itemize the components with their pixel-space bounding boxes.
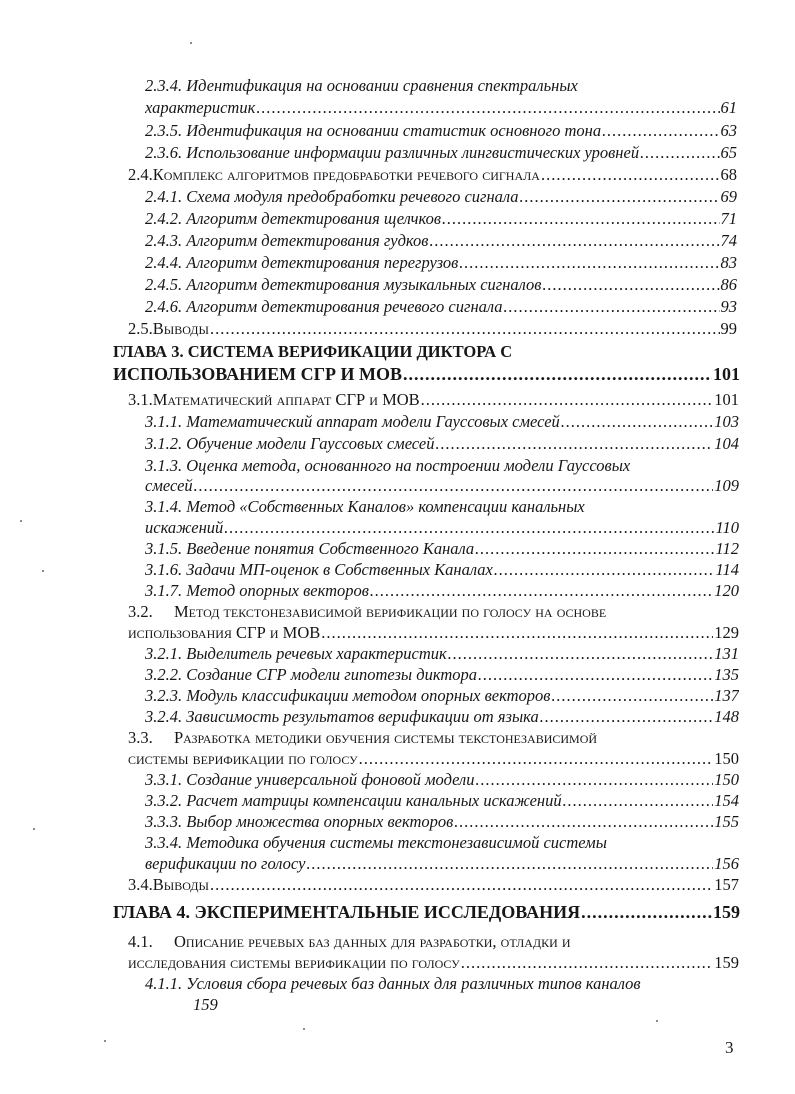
toc-page-number: 65 xyxy=(720,143,737,162)
toc-page-number: 103 xyxy=(714,412,739,431)
toc-entry-3-1-2[interactable] xyxy=(145,434,739,454)
dot-leader xyxy=(478,665,713,685)
toc-entry-2-4-1[interactable] xyxy=(145,187,737,207)
toc-entry-3-2-title xyxy=(128,602,606,622)
toc-entry-continuation: системы верификации по голосу xyxy=(128,749,358,768)
toc-page-number: 101 xyxy=(714,390,739,409)
toc-entry-3-2[interactable] xyxy=(128,623,739,643)
toc-entry-3-1-4[interactable] xyxy=(145,518,739,538)
toc-page-number: 114 xyxy=(715,560,739,579)
toc-page-number: 69 xyxy=(720,187,737,206)
toc-entry-title: 3.1.5. Введение понятия Собственного Канала xyxy=(145,539,475,558)
toc-section-number: 3.1. xyxy=(128,390,153,409)
toc-page-number: 61 xyxy=(720,98,737,117)
toc-page-number: 101 xyxy=(713,364,740,384)
toc-entry-2-3-4-title: 2.3.4. Идентификация на основании сравнения спектральных xyxy=(145,76,578,95)
toc-entry-3-3-4-title: 3.3.4. Методика обучения системы текстонезависимой системы xyxy=(145,833,607,852)
dot-leader xyxy=(359,749,714,769)
toc-entry-title: Выводы xyxy=(152,875,209,894)
toc-entry-4-1-title xyxy=(128,932,571,952)
toc-page-number: 159 xyxy=(714,953,739,972)
toc-chapter-4[interactable] xyxy=(113,902,740,922)
toc-entry-3-3-2[interactable] xyxy=(145,791,739,811)
toc-page-number: 110 xyxy=(715,518,739,537)
toc-entry-3-1-7[interactable] xyxy=(145,581,739,601)
toc-entry-continuation: использования СГР и МОВ xyxy=(128,623,321,642)
toc-page-number: 137 xyxy=(714,686,739,705)
toc-page-number: 159 xyxy=(713,902,740,922)
toc-entry-title: 3.1.6. Задачи МП-оценок в Собственных Каналах xyxy=(145,560,493,579)
dot-leader xyxy=(520,187,720,207)
dot-leader xyxy=(256,98,719,118)
dot-leader xyxy=(421,390,714,410)
dot-leader xyxy=(563,791,714,811)
toc-entry-continuation: характеристик xyxy=(145,98,256,117)
toc-entry-3-2-3[interactable] xyxy=(145,686,739,706)
toc-entry-continuation: ИСПОЛЬЗОВАНИЕМ СГР И МОВ xyxy=(113,364,403,384)
toc-page-number: 63 xyxy=(720,121,737,140)
toc-chapter-3-title: ГЛАВА 3. СИСТЕМА ВЕРИФИКАЦИИ ДИКТОРА С xyxy=(113,342,513,361)
toc-section-number: 4.1. xyxy=(128,932,153,951)
toc-page-number: 156 xyxy=(714,854,739,873)
dot-leader xyxy=(194,476,714,496)
toc-entry-title: 2.4.1. Схема модуля предобработки речевого сигнала xyxy=(145,187,519,206)
toc-entry-title: 3.2.1. Выделитель речевых характеристик xyxy=(145,644,447,663)
toc-entry-2-3-4[interactable] xyxy=(145,98,737,118)
toc-page-number: 157 xyxy=(714,875,739,894)
toc-entry-2-4-2[interactable] xyxy=(145,209,737,229)
toc-entry-title: 2.4.3. Алгоритм детектирования гудков xyxy=(145,231,429,250)
toc-entry-continuation: смесей xyxy=(145,476,193,495)
toc-page-number: 68 xyxy=(720,165,737,184)
dot-leader xyxy=(435,434,713,454)
dot-leader xyxy=(459,253,719,273)
toc-page-number: 155 xyxy=(714,812,739,831)
toc-entry-2-4-4[interactable] xyxy=(145,253,737,273)
toc-entry-4-1-1-page xyxy=(193,995,218,1015)
toc-page-number: 109 xyxy=(714,476,739,495)
dot-leader xyxy=(461,953,714,973)
toc-entry-title: Математический аппарат СГР и МОВ xyxy=(152,390,420,409)
dot-leader xyxy=(321,623,713,643)
toc-page-number: 150 xyxy=(714,749,739,768)
toc-entry-3-2-4[interactable] xyxy=(145,707,739,727)
toc-page-number: 104 xyxy=(714,434,739,453)
dot-leader xyxy=(306,854,713,874)
dot-leader xyxy=(475,770,713,790)
dot-leader xyxy=(541,165,720,185)
dot-leader xyxy=(581,902,712,922)
toc-entry-title: Описание речевых баз данных для разработки, отладки и xyxy=(174,932,571,951)
dot-leader xyxy=(475,539,714,559)
toc-entry-title: 2.3.5. Идентификация на основании статистик основного тона xyxy=(145,121,602,140)
dot-leader xyxy=(602,121,719,141)
toc-entry-3-3-3[interactable] xyxy=(145,812,739,832)
toc-page-number: 154 xyxy=(714,791,739,810)
toc-entry-title: 3.3.1. Создание универсальной фоновой модели xyxy=(145,770,475,789)
scan-speck xyxy=(104,1040,106,1042)
toc-page-number: 148 xyxy=(714,707,739,726)
toc-entry-title: 3.3.3. Выбор множества опорных векторов xyxy=(145,812,454,831)
toc-entry-title: ГЛАВА 4. ЭКСПЕРИМЕНТАЛЬНЫЕ ИССЛЕДОВАНИЯ xyxy=(113,902,581,922)
toc-entry-title: 3.1.2. Обучение модели Гауссовых смесей xyxy=(145,434,435,453)
toc-entry-title: 2.4.6. Алгоритм детектирования речевого сигнала xyxy=(145,297,503,316)
toc-page-number: 83 xyxy=(720,253,737,272)
toc-page-number: 93 xyxy=(720,297,737,316)
toc-entry-4-1-1[interactable] xyxy=(145,974,641,994)
toc-section-number: 3.4. xyxy=(128,875,153,894)
scan-speck xyxy=(33,828,35,830)
toc-page-number: 99 xyxy=(720,319,737,338)
toc-section-number: 2.4. xyxy=(128,165,153,184)
toc-entry-2-5[interactable] xyxy=(128,319,737,339)
toc-entry-title: 4.1.1. Условия сбора речевых баз данных для различных типов каналов xyxy=(145,974,641,993)
toc-entry-title: 2.4.5. Алгоритм детектирования музыкальных сигналов xyxy=(145,275,542,294)
toc-entry-continuation: искажений xyxy=(145,518,224,537)
toc-entry-2-4[interactable] xyxy=(128,165,737,185)
dot-leader xyxy=(210,875,713,895)
toc-page-number: 112 xyxy=(715,539,739,558)
dot-leader xyxy=(454,812,713,832)
scan-speck xyxy=(20,520,22,522)
toc-entry-title: Разработка методики обучения системы текстонезависимой xyxy=(174,728,598,747)
scan-speck xyxy=(42,570,44,572)
dot-leader xyxy=(442,209,719,229)
toc-entry-title: 3.2.4. Зависимость результатов верификации от языка xyxy=(145,707,539,726)
toc-entry-2-4-3[interactable] xyxy=(145,231,737,251)
dot-leader xyxy=(448,644,714,664)
dot-leader xyxy=(224,518,714,538)
toc-entry-4-1[interactable] xyxy=(128,953,739,973)
dot-leader xyxy=(551,686,713,706)
dot-leader xyxy=(540,707,714,727)
toc-page-number: 135 xyxy=(714,665,739,684)
dot-leader xyxy=(370,581,713,601)
dot-leader xyxy=(504,297,720,317)
toc-page-number: 129 xyxy=(714,623,739,642)
toc-entry-2-4-5[interactable] xyxy=(145,275,737,295)
scan-speck xyxy=(656,1020,658,1022)
toc-entry-3-2-1[interactable] xyxy=(145,644,739,664)
toc-entry-2-3-6[interactable] xyxy=(145,143,737,163)
toc-entry-title: 3.3.2. Расчет матрицы компенсации канальных искажений xyxy=(145,791,562,810)
toc-entry-2-3-5[interactable] xyxy=(145,121,737,141)
toc-entry-3-3-title xyxy=(128,728,597,748)
toc-entry-title: Комплекс алгоритмов предобработки речевого сигнала xyxy=(152,165,540,184)
toc-page-number: 150 xyxy=(714,770,739,789)
toc-entry-title: 3.2.2. Создание СГР модели гипотезы диктора xyxy=(145,665,477,684)
toc-entry-title: 3.2.3. Модуль классификации методом опорных векторов xyxy=(145,686,551,705)
toc-section-number: 3.2. xyxy=(128,602,153,621)
toc-page-number: 131 xyxy=(714,644,739,663)
toc-entry-continuation: верификации по голосу xyxy=(145,854,306,873)
toc-section-number: 2.5. xyxy=(128,319,153,338)
toc-entry-title: 3.1.7. Метод опорных векторов xyxy=(145,581,369,600)
toc-entry-3-1-3[interactable] xyxy=(145,476,739,496)
toc-chapter-3[interactable] xyxy=(113,364,740,384)
toc-entry-title: 2.4.4. Алгоритм детектирования перегрузов xyxy=(145,253,459,272)
dot-leader xyxy=(429,231,719,251)
toc-entry-3-3-1[interactable] xyxy=(145,770,739,790)
toc-entry-3-1-5[interactable] xyxy=(145,539,739,559)
toc-entry-3-1-6[interactable] xyxy=(145,560,739,580)
toc-entry-3-1-3-title: 3.1.3. Оценка метода, основанного на построении модели Гауссовых xyxy=(145,456,631,475)
toc-page-number: 86 xyxy=(720,275,737,294)
dot-leader xyxy=(640,143,719,163)
dot-leader xyxy=(561,412,713,432)
toc-page-number: 120 xyxy=(714,581,739,600)
toc-entry-2-4-6[interactable] xyxy=(145,297,737,317)
toc-entry-continuation: исследования системы верификации по голосу xyxy=(128,953,460,972)
toc-page-number: 159 xyxy=(193,995,218,1014)
toc-entry-3-1-1[interactable] xyxy=(145,412,739,432)
toc-entry-3-2-2[interactable] xyxy=(145,665,739,685)
toc-page-number: 71 xyxy=(720,209,737,228)
scan-speck xyxy=(303,1028,305,1030)
toc-entry-3-3-4[interactable] xyxy=(145,854,739,874)
toc-entry-3-1[interactable] xyxy=(128,390,739,410)
toc-section-number: 3.3. xyxy=(128,728,153,747)
dot-leader xyxy=(494,560,715,580)
toc-entry-3-3[interactable] xyxy=(128,749,739,769)
page-number: 3 xyxy=(725,1038,734,1057)
scan-speck xyxy=(190,42,192,44)
dot-leader xyxy=(403,364,712,384)
toc-entry-title: Выводы xyxy=(152,319,209,338)
dot-leader xyxy=(210,319,720,339)
toc-entry-title: Метод текстонезависимой верификации по голосу на основе xyxy=(174,602,607,621)
toc-entry-title: 2.3.6. Использование информации различных лингвистических уровней xyxy=(145,143,640,162)
toc-page-number: 74 xyxy=(720,231,737,250)
toc-entry-title: 3.1.1. Математический аппарат модели Гауссовых смесей xyxy=(145,412,560,431)
dot-leader xyxy=(542,275,719,295)
toc-entry-title: 2.4.2. Алгоритм детектирования щелчков xyxy=(145,209,442,228)
toc-entry-3-4[interactable] xyxy=(128,875,739,895)
toc-entry-3-1-4-title: 3.1.4. Метод «Собственных Каналов» компенсации канальных xyxy=(145,497,585,516)
